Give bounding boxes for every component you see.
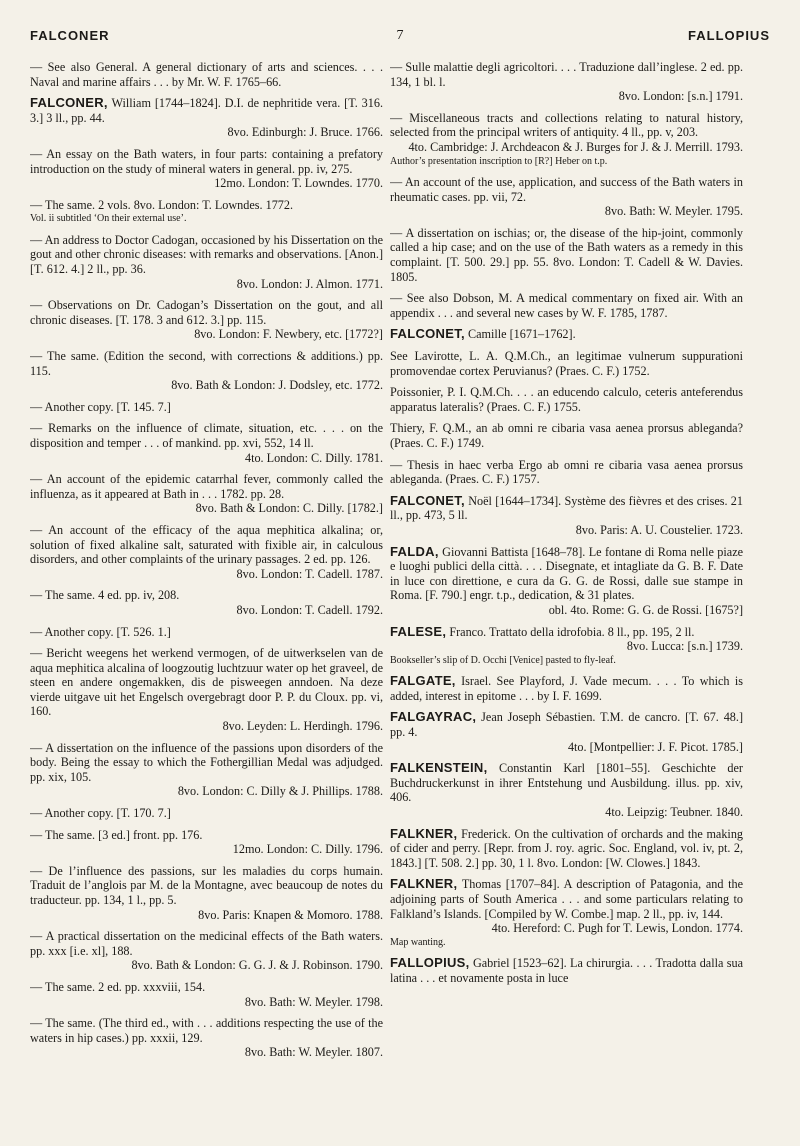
catalogue-entry [390, 545, 743, 618]
entry-heading: FALKNER, [390, 825, 458, 841]
entry-text: Frederick. On the cultivation of orchards and the making of cider and perry. [Repr. from J. roy. agric. Soc. England, vol. iv, pt. 2, 1843.] [T. 508. 2.] pp. 30, 1 l. 8vo. London: [W. Clowes.] 1843. [390, 826, 743, 870]
entry-text: Franco. Trattato della idrofobia. 8 ll., pp. 195, 2 ll. [449, 624, 695, 639]
running-head-right: FALLOPIUS [688, 28, 770, 43]
entry-text: — Remarks on the influence of climate, situation, etc. . . . on the disposition and temper . . . of mankind. pp. xvi, 552, 14 ll. [30, 421, 383, 450]
entry-imprint: 4to. [Montpellier: J. F. Picot. 1785.] [567, 739, 743, 754]
entry-text: — Sulle malattie degli agricoltori. . . . Traduzione dall’inglese. 2 ed. pp. 134, 1 bl. l. [390, 60, 743, 89]
catalogue-entry [30, 980, 383, 1009]
entry-imprint: 8vo. Paris: A. U. Coustelier. 1723. [575, 522, 743, 537]
entry-imprint: 12mo. London: T. Lowndes. 1770. [214, 176, 383, 191]
catalogue-entry [30, 472, 383, 516]
catalogue-entry [30, 198, 383, 226]
right-column [390, 60, 743, 1136]
entry-text: — Observations on Dr. Cadogan’s Dissertation on the gout, and all chronic diseases. [T. 178. 3 and 612. 3.] pp. 115. [30, 298, 383, 327]
entry-text: — See also Dobson, M. A medical commentary on fixed air. With an appendix . . . and several new cases by W. F. 1785, 1787. [390, 291, 743, 320]
entry-text: — The same. (The third ed., with . . . additions respecting the use of the waters in hip cases.) pp. xxxii, 129. [30, 1016, 383, 1045]
entry-text: Thomas [1707–84]. A description of Patagonia, and the adjoining parts of South America . . . and some particulars relating to Falkland’s Islands. [Compiled by W. Combe.] map. 2 ll., pp. iv, 144. [390, 877, 743, 921]
entry-imprint: 4to. Leipzig: Teubner. 1840. [605, 804, 743, 819]
entry-text: — De l’influence des passions, sur les maladies du corps humain. Traduit de l’anglois par M. de la Montagne, avec beaucoup de notes du traducteur. pp. 134, 1 l., pp. 5. [30, 863, 383, 907]
entry-heading: FALDA, [390, 543, 439, 559]
catalogue-entry [30, 929, 383, 973]
page-number: 7 [396, 28, 404, 43]
entry-imprint: 12mo. London: C. Dilly. 1796. [232, 842, 383, 857]
entry-imprint: obl. 4to. Rome: G. G. de Rossi. [1675?] [548, 602, 743, 617]
entry-text: — An account of the efficacy of the aqua mephitica alkalina; or, solution of fixed alkaline salt, saturated with fixible air, in calculous disorders, and other complaints of the urinary passages. 2 ed. pp. 126. [30, 522, 383, 567]
catalogue-entry [30, 625, 383, 640]
entry-imprint: 8vo. Leyden: L. Herdingh. 1796. [222, 719, 383, 734]
catalogue-entry [390, 327, 743, 342]
catalogue-entry [390, 226, 743, 284]
catalogue-entry [30, 828, 383, 857]
catalogue-entry [30, 421, 383, 465]
catalogue-entry [390, 349, 743, 378]
catalogue-entry [390, 60, 743, 104]
entry-imprint: 8vo. London: [s.n.] 1791. [618, 89, 743, 104]
catalogue-entry [390, 710, 743, 754]
catalogue-entry [390, 421, 743, 450]
entry-heading: FALLOPIUS, [390, 955, 470, 971]
entry-text: — Miscellaneous tracts and collections relating to natural history, selected from the principal writers of antiquity. 4 ll., pp. v, 203. [390, 110, 743, 140]
entry-text: Jean Joseph Sébastien. T.M. de cancro. [T. 67. 48.] pp. 4. [390, 710, 743, 739]
entry-text: Camille [1671–1762]. [467, 327, 576, 342]
catalogue-entry [30, 96, 383, 140]
entry-text: — An essay on the Bath waters, in four parts: containing a prefatory introduction on the study of mineral waters in general. pp. iv, 275. [30, 146, 383, 176]
catalogue-entry [30, 741, 383, 799]
entry-imprint: 8vo. Bath: W. Meyler. 1795. [604, 204, 743, 219]
catalogue-entry [30, 349, 383, 393]
entry-text: — Thesis in haec verba Ergo ab omni re cibaria vasa aenea prorsus ableganda. (Praes. C. F.) 1757. [390, 457, 743, 487]
catalogue-entry [30, 646, 383, 734]
entry-text: — An account of the epidemic catarrhal fever, commonly called the influenza, as it appeared at Bath in . . . 1782. pp. 28. [30, 472, 383, 501]
entry-heading: FALGAYRAC, [390, 709, 477, 725]
entry-heading: FALKNER, [390, 876, 458, 892]
catalogue-entry [390, 956, 743, 985]
entry-text: William [1744–1824]. D.I. de nephritide vera. [T. 316. 3.] 3 ll., pp. 44. [30, 96, 383, 125]
catalogue-entry [390, 827, 743, 871]
entry-text: — Another copy. [T. 170. 7.] [30, 806, 171, 821]
entry-imprint: 8vo. Bath & London: J. Dodsley, etc. 1772. [171, 378, 383, 393]
catalogue-entry [390, 674, 743, 703]
entry-imprint: 8vo. Bath & London: C. Dilly. [1782.] [195, 501, 383, 516]
entry-text: Israel. See Playford, J. Vade mecum. . . . To which is added, interest in epitome . . . by I. F. 1699. [390, 674, 743, 703]
entry-imprint: 8vo. Edinburgh: J. Bruce. 1766. [227, 125, 383, 140]
entry-text: Gabriel [1523–62]. La chirurgia. . . . Tradotta dalla sua latina . . . et novamente posta in luce [390, 956, 743, 985]
catalogue-entry [30, 60, 383, 89]
catalogue-entry [390, 625, 743, 668]
entry-text: — Bericht weegens het werkend vermogen, of de uitwerkselen van de aqua mephitica alcalina of loogzoutig luchtzuur water op het graveel, de steen en andere ongemakken, dis de pisweegen anndoen. Na deze vierde uitgave uit het Engelsch overgebragt door P. P. du Cloux. pp. vi, 160. [30, 646, 383, 719]
entry-text: — A practical dissertation on the medicinal effects of the Bath waters. pp. xxx [i.e. xl], 188. [30, 929, 383, 958]
entry-note: Vol. ii subtitled ‘On their external use’. [30, 213, 187, 225]
entry-note: Bookseller’s slip of D. Occhi [Venice] pasted to fly-leaf. [390, 654, 616, 666]
entry-imprint: 8vo. Bath: W. Meyler. 1807. [244, 1045, 383, 1060]
running-head [30, 28, 770, 50]
catalogue-entry [390, 111, 743, 168]
entry-text: — Another copy. [T. 526. 1.] [30, 624, 171, 639]
entry-imprint: 8vo. Lucca: [s.n.] 1739. [626, 639, 743, 654]
catalogue-entry [30, 588, 383, 617]
entry-text: — A dissertation on ischias; or, the disease of the hip-joint, commonly called a hip case; and on the use of the Bath waters as a remedy in this complaint. [T. 500. 29.] pp. 55. 8vo. London: T. Cadell & W. Davies. 1805. [390, 225, 743, 284]
catalogue-entry [30, 233, 383, 291]
entry-imprint: 8vo. London: C. Dilly & J. Phillips. 1788. [177, 784, 383, 799]
entry-heading: FALCONET, [390, 492, 465, 508]
entry-imprint: 4to. Hereford: C. Pugh for T. Lewis, London. 1774. [491, 921, 743, 936]
left-column [30, 60, 383, 1136]
entry-note: Map wanting. [390, 936, 446, 948]
entry-imprint: 8vo. Bath & London: G. G. J. & J. Robinson. 1790. [131, 958, 383, 973]
entry-text: Poissonier, P. I. Q.M.Ch. . . . an educendo calculo, ceteris anteferendus apparatus lateralis? (Praes. C. F.) 1755. [390, 385, 743, 414]
entry-heading: FALKENSTEIN, [390, 760, 488, 776]
entry-text: Noël [1644–1734]. Système des fièvres et des crises. 21 ll., pp. 473, 5 ll. [390, 493, 743, 523]
entry-heading: FALCONET, [390, 326, 465, 342]
running-head-left: FALCONER [30, 28, 110, 43]
catalogue-entry [30, 1016, 383, 1060]
entry-text: See Lavirotte, L. A. Q.M.Ch., an legitimae vulnerum suppurationi promovendae cortex Peruvianus? (Praes. C. F.) 1752. [390, 349, 743, 378]
entry-imprint: 4to. Cambridge: J. Archdeacon & J. Burges for J. & J. Merrill. 1793. [408, 139, 743, 154]
catalogue-entry [30, 298, 383, 342]
entry-heading: FALCONER, [30, 95, 108, 111]
catalogue-entry [30, 147, 383, 191]
catalogue-entry [390, 458, 743, 487]
entry-text: Constantin Karl [1801–55]. Geschichte der Buchdruckerkunst in ihrer Entstehung und Ausbildung. illus. pp. xiv, 406. [390, 761, 743, 805]
entry-text: Giovanni Battista [1648–78]. Le fontane di Roma nelle piaze e luoghi publici della città. . . . Disegnate, et intagliate da G. B. F. Date in luce con direttione, e cura da G. G. de Rossi, dalle sue stampe in Roma. [F. 790.] engr. t.p., dedication, & 31 plates. [390, 544, 743, 603]
entry-text: — The same. 2 vols. 8vo. London: T. Lowndes. 1772. [30, 197, 294, 212]
catalogue-entry [390, 175, 743, 219]
entry-text: — An address to Doctor Cadogan, occasioned by his Dissertation on the gout and other chronic diseases: with remarks and observations. [Anon.] [T. 612. 4.] 2 ll., pp. 36. [30, 232, 383, 277]
entry-heading: FALGATE, [390, 673, 456, 689]
catalogue-entry [390, 877, 743, 949]
entry-text: — Another copy. [T. 145. 7.] [30, 399, 171, 414]
catalogue-entry [30, 523, 383, 581]
catalogue-entry [390, 385, 743, 414]
entry-text: — The same. 2 ed. pp. xxxviii, 154. [30, 979, 206, 994]
entry-text: — The same. [3 ed.] front. pp. 176. [30, 827, 203, 842]
catalogue-entry [30, 806, 383, 821]
entry-imprint: 8vo. London: J. Almon. 1771. [236, 276, 383, 291]
catalogue-entry [390, 291, 743, 320]
entry-text: Thiery, F. Q.M., an ab omni re cibaria vasa aenea prorsus ableganda? (Praes. C. F.) 1749. [390, 421, 743, 450]
catalogue-entry [30, 864, 383, 922]
entry-imprint: 8vo. London: F. Newbery, etc. [1772?] [194, 327, 383, 342]
entry-imprint: 8vo. Bath: W. Meyler. 1798. [244, 994, 383, 1009]
entry-imprint: 8vo. London: T. Cadell. 1792. [236, 602, 383, 617]
entry-text: — A dissertation on the influence of the passions upon disorders of the body. Being the essay to which the Fothergillian Medal was adjudged. pp. xix, 105. [30, 740, 383, 784]
entry-heading: FALESE, [390, 623, 447, 639]
entry-note: Author’s presentation inscription to [R?] Heber on t.p. [390, 155, 608, 167]
entry-text: — See also General. A general dictionary of arts and sciences. . . . Naval and marine affairs . . . by Mr. W. F. 1765–66. [30, 60, 383, 89]
catalogue-entry [390, 761, 743, 819]
catalogue-entry [30, 400, 383, 415]
entry-imprint: 8vo. Paris: Knapen & Momoro. 1788. [198, 907, 383, 922]
entry-text: — The same. (Edition the second, with corrections & additions.) pp. 115. [30, 349, 383, 378]
entry-text: — An account of the use, application, and success of the Bath waters in rheumatic cases. pp. vii, 72. [390, 175, 743, 204]
entry-imprint: 8vo. London: T. Cadell. 1787. [236, 566, 383, 581]
entry-imprint: 4to. London: C. Dilly. 1781. [244, 450, 383, 465]
catalogue-entry [390, 494, 743, 538]
entry-text: — The same. 4 ed. pp. iv, 208. [30, 588, 180, 603]
